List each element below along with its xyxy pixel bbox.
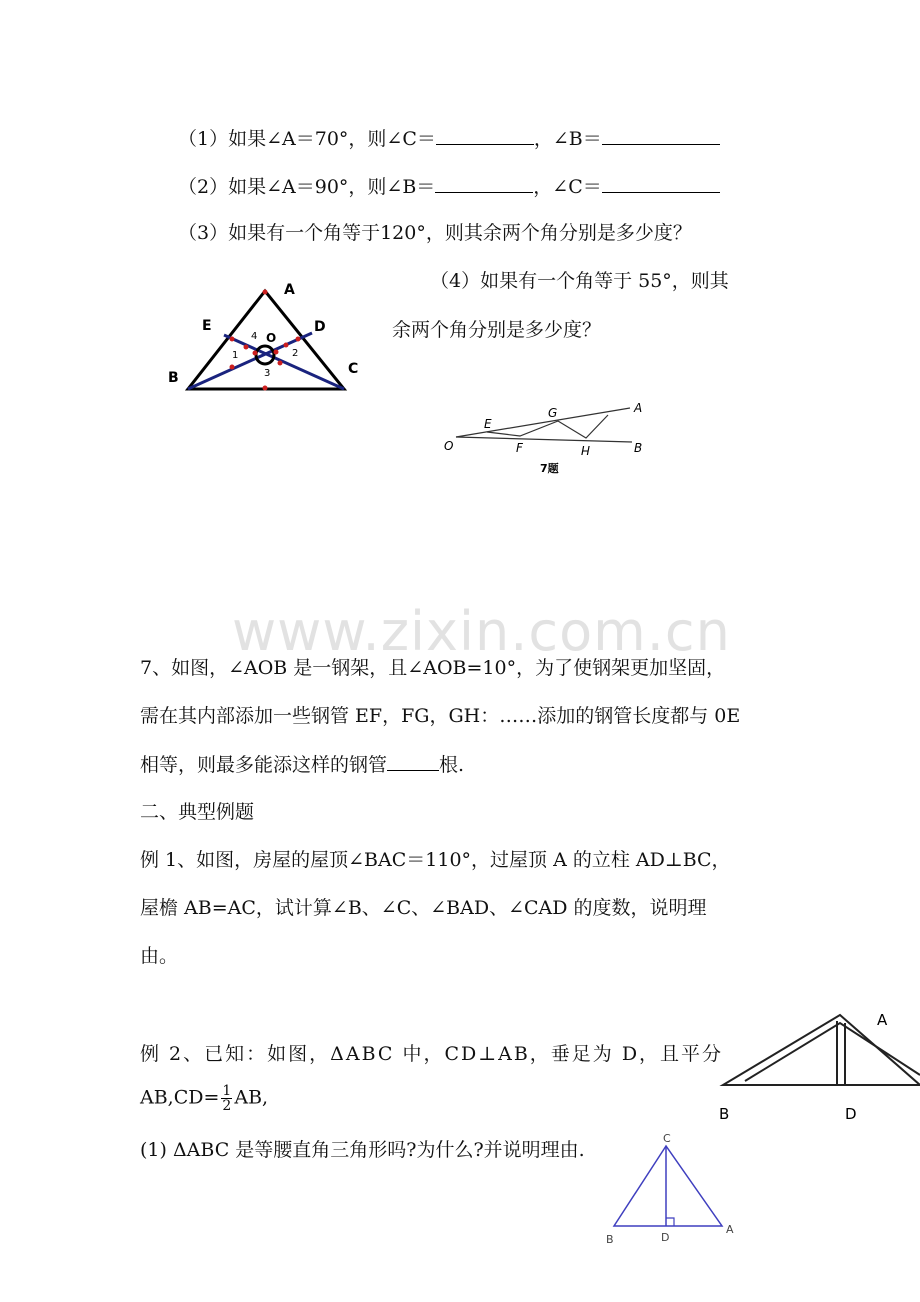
triangle-abc-2 bbox=[614, 1146, 722, 1226]
fig7-caption: 7题 bbox=[540, 462, 559, 475]
q7-line3-text: 相等，则最多能添这样的钢管 bbox=[140, 754, 388, 776]
label-a: A bbox=[284, 282, 295, 298]
fig7-label-g: G bbox=[548, 406, 558, 420]
ray-oa bbox=[456, 408, 630, 437]
answer-blank-1b[interactable] bbox=[602, 126, 720, 145]
fig7-label-a: A bbox=[634, 401, 643, 415]
label-angle-3: 3 bbox=[264, 368, 271, 379]
q7-line3 bbox=[140, 752, 464, 777]
cevian-ce bbox=[224, 335, 344, 389]
fig7-label-f: F bbox=[516, 441, 523, 455]
triangle-figure bbox=[160, 275, 375, 395]
roof-label-d: D bbox=[845, 1105, 857, 1120]
ex1-line2: 屋檐 AB=AC，试计算∠B、∠C、∠BAD、∠CAD 的度数，说明理 bbox=[140, 897, 707, 919]
right-angle-mark bbox=[666, 1218, 674, 1226]
question-2-text-b: ，∠C＝ bbox=[533, 176, 602, 198]
right-triangle-figure bbox=[600, 1128, 750, 1248]
ex2-question-1: (1) ΔABC 是等腰直角三角形吗?为什么?并说明理由. bbox=[140, 1139, 585, 1161]
fig7-label-o: O bbox=[444, 439, 454, 453]
answer-blank-1a[interactable] bbox=[436, 126, 534, 145]
ex1-line1: 例 1、如图，房屋的屋顶∠BAC＝110°，过屋顶 A 的立柱 AD⊥BC， bbox=[140, 849, 731, 871]
ex2-line2-text: AB,CD= bbox=[140, 1086, 220, 1109]
roof-inner bbox=[745, 1023, 920, 1081]
question-4-line2: 余两个角分别是多少度？ bbox=[392, 319, 602, 341]
ex2-line2 bbox=[140, 1084, 268, 1113]
ray-ob bbox=[456, 437, 632, 442]
cevian-bd bbox=[188, 333, 312, 389]
question-3: （3）如果有一个角等于120°，则其余两个角分别是多少度？ bbox=[178, 222, 692, 244]
fraction-numerator: 1 bbox=[222, 1083, 232, 1099]
label-angle-1: 1 bbox=[232, 350, 239, 361]
q7-line2: 需在其内部添加一些钢管 EF，FG，GH：……添加的钢管长度都与 0E bbox=[140, 705, 741, 727]
roof-label-a: A bbox=[877, 1011, 888, 1029]
tri2-label-b: B bbox=[606, 1233, 614, 1246]
label-o: O bbox=[266, 331, 277, 345]
fraction-denominator: 2 bbox=[222, 1098, 232, 1114]
tri2-label-c: C bbox=[663, 1132, 671, 1145]
label-d: D bbox=[314, 319, 326, 335]
answer-blank-2a[interactable] bbox=[435, 174, 533, 193]
q7-line1: 7、如图，∠AOB 是一钢架，且∠AOB=10°，为了使钢架更加坚固， bbox=[140, 657, 726, 679]
q7-line3-end: 根. bbox=[439, 754, 465, 776]
section-title: 二、典型例题 bbox=[140, 801, 255, 823]
roof-outer bbox=[723, 1015, 920, 1085]
roof-label-b: B bbox=[719, 1105, 730, 1120]
q7-answer-blank[interactable] bbox=[387, 752, 439, 771]
label-e: E bbox=[202, 318, 212, 334]
label-c: C bbox=[348, 361, 359, 377]
tri2-label-a: A bbox=[726, 1223, 734, 1236]
fig7-label-e: E bbox=[484, 417, 492, 431]
question-2-text: （2）如果∠A＝90°，则∠B＝ bbox=[178, 176, 436, 198]
watermark: www.zixin.com.cn bbox=[232, 600, 731, 663]
ex1-line3: 由。 bbox=[140, 945, 179, 967]
steel-frame-figure bbox=[440, 398, 655, 478]
roof-figure bbox=[715, 1005, 920, 1120]
label-angle-2: 2 bbox=[292, 348, 299, 359]
label-angle-4: 4 bbox=[251, 331, 258, 342]
question-4-line1: （4）如果有一个角等于 55°，则其 bbox=[430, 270, 729, 292]
fig7-label-h: H bbox=[580, 443, 590, 457]
fig7-label-b: B bbox=[634, 441, 643, 455]
tri2-label-d: D bbox=[661, 1231, 670, 1244]
question-1-text-b: ，∠B＝ bbox=[533, 128, 602, 150]
question-2 bbox=[178, 174, 720, 199]
ex2-line1: 例 2、已知：如图，ΔABC 中，CD⊥AB，垂足为 D，且平分 bbox=[140, 1043, 724, 1065]
fraction-half bbox=[221, 1084, 232, 1113]
answer-blank-2b[interactable] bbox=[602, 174, 720, 193]
question-1 bbox=[178, 126, 720, 151]
question-1-text: （1）如果∠A＝70°，则∠C＝ bbox=[178, 128, 436, 150]
ex2-line2-end: AB, bbox=[234, 1086, 269, 1109]
label-b: B bbox=[168, 370, 179, 386]
